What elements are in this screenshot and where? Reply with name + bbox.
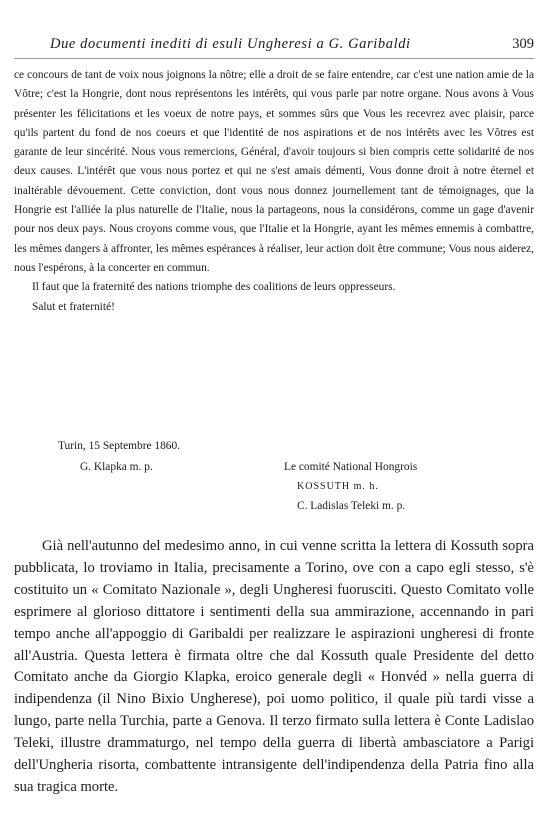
commentary-text <box>14 536 534 799</box>
signature-place-date: Turin, 15 Septembre 1860. <box>58 440 181 452</box>
signature-teleki: C. Ladislas Teleki m. p. <box>297 500 406 512</box>
signature-kossuth: KOSSUTH m. h. <box>297 481 379 492</box>
letter-text <box>14 66 534 317</box>
page-number: 309 <box>512 36 534 52</box>
signature-comite: Le comité National Hongrois <box>284 461 418 473</box>
letter-paragraph: Il faut que la fraternité des nations triomphe des coalitions de leurs oppresseurs. <box>32 281 396 294</box>
letter-salutation: Salut et fraternité! <box>32 300 115 313</box>
running-head <box>14 36 534 56</box>
letter-paragraph: ce concours de tant de voix nous joignons la nôtre; elle a droit de se faire entendre, car c'est une nation amie de la Vôtre; c'est la Hongrie, dont nous représentons les intérêts, qui vous parle par notre organe. Nous avons à Vous présenter les félicitations et les voeux de notre pays, et sommes sûrs que Vous les recevrez avec plaisir, parce qu'ils partent du fond de nos coeurs et que l'identité de nos aspirations et de nos intérêts avec les Vôtres est garante de leur sincérité. Nous vous remercions, Général, d'avoir toujours si bien compris cette solidarité de nos deux causes. L'intérêt que vous nous portez et qui ne s'est amais démenti, Vous donne droit à notre éternel et inaltérable dévouement. Cette conviction, dont vous nous donnez journellement tant de témoignages, que la Hongrie est l'alliée la plus naturelle de l'Italie, nous la partageons, nous la considérons, comme un gage d'avenir pour nos deux pays. Nous croyons comme vous, que l'Italie et la Hongrie, ayant les mêmes ennemis à combattre, les mêmes dangers à affronter, les mêmes espérances à réaliser, leur action doit être commune; Vous nous aiderez, nous l'espérons, à la concerter en commun. <box>14 69 534 274</box>
running-title: Due documenti inediti di esuli Ungheresi a G. Garibaldi <box>50 36 411 52</box>
signature-klapka: G. Klapka m. p. <box>80 461 153 473</box>
header-rule <box>14 58 534 59</box>
commentary-paragraph: Già nell'autunno del medesimo anno, in cui venne scritta la lettera di Kossuth sopra pubblicata, lo troviamo in Italia, precisamente a Torino, ove con a capo egli stesso, s'è costituito un « Comitato Nazionale », degli Ungheresi fuorusciti. Questo Comitato volle esprimere al glorioso dittatore i sentimenti della sua ammirazione, accennando in pari tempo anche all'appoggio di Garibaldi per realizzare le aspirazioni ungheresi di fronte all'Austria. Questa lettera è firmata oltre che dal Kossuth quale Presidente del detto Comitato anche da Giorgio Klapka, eroico generale degli « Honvéd » nella guerra di indipendenza (il Nino Bixio Ungherese), poi uomo politico, il quale più tardi visse a lungo, parte nella Turchia, parte a Genova. Il terzo firmato sulla lettera è Conte Ladislao Teleki, illustre drammaturgo, nel tempo della guerra di libertà ambasciatore a Parigi dell'Ungheria risorta, combattente intransigente dell'indipendenza della Patria fino alla sua tragica morte. <box>14 538 534 795</box>
